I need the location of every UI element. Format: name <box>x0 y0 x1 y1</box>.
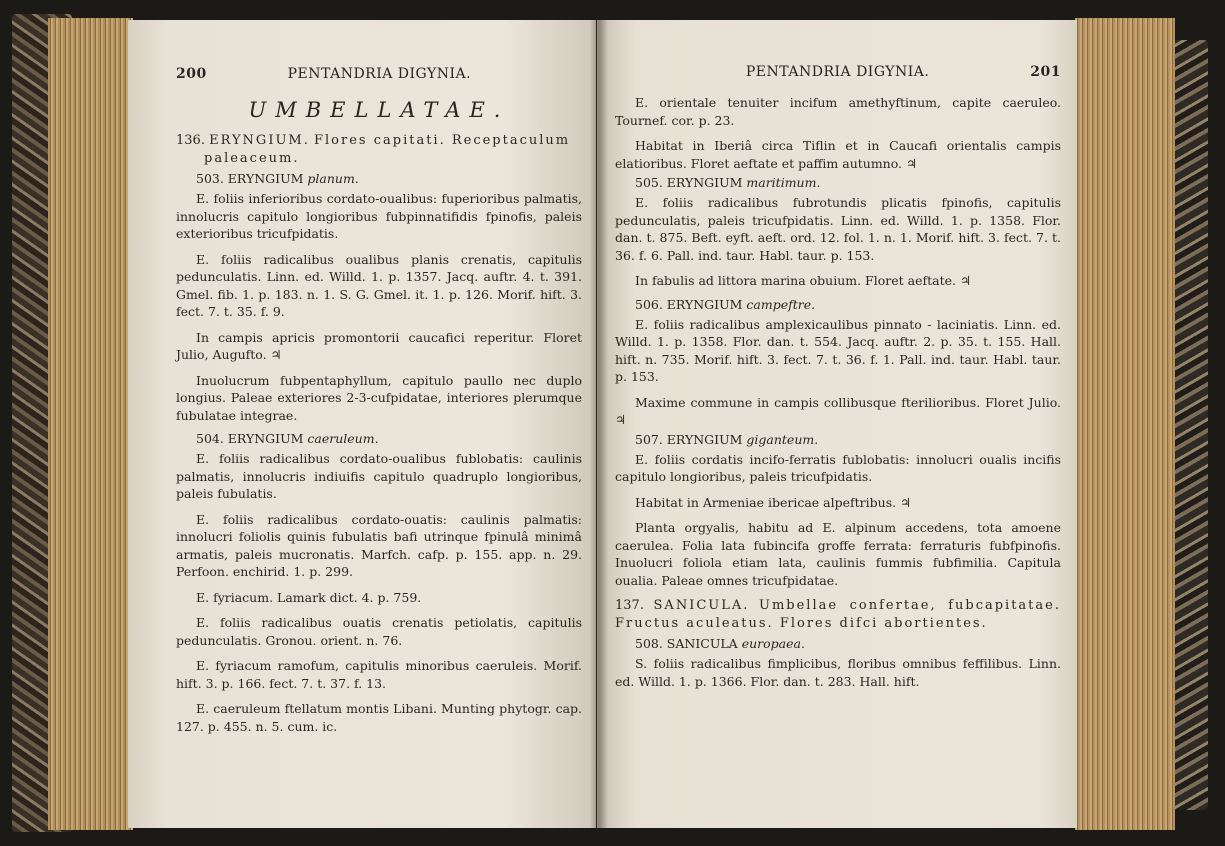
genus-name: ERYNGIUM. <box>209 133 310 148</box>
species-504-heading <box>196 428 582 450</box>
paragraph: E. foliis radicalibus oualibus planis crenatis, capitulis pedunculatis. Linn. ed. Willd. 1. p. 1357. Jacq. auftr. 4. t. 391. Gmel. fib. 1. p. 183. n. 1. S. G. Gmel. it. 1. p. 126. Morif. hift. 3. fect. 7. t. 35. f. 9. <box>176 251 582 319</box>
paragraph: In fabulis ad littora marina obuium. Floret aeftate. ♃ <box>635 273 972 288</box>
species-503-heading <box>196 168 582 190</box>
species-508-heading <box>635 633 1061 655</box>
genus-desc-2: paleaceum. <box>204 151 300 166</box>
right-running-title: PENTANDRIA DIGYNIA. <box>745 64 930 80</box>
paragraph: Inuolucrum fubpentaphyllum, capitulo paullo nec duplo longius. Paleae exteriores 2-3-cufpidatae, interiores plerumque fubulatae integrae. <box>176 372 582 423</box>
species-507-epithet: giganteum. <box>746 431 819 447</box>
species-508-epithet: europaea. <box>741 636 805 651</box>
paragraph: E. fyriacum ramofum, capitulis minoribus caeruleis. Morif. hift. 3. p. 166. fect. 7. t. 37. f. 13. <box>176 658 582 691</box>
species-506-heading <box>635 294 1061 316</box>
paragraph: Habitat in Iberiâ circa Tiflin et in Caucafi orientalis campis elatioribus. Floret aeftate et paffim autumno. ♃ <box>615 138 1061 171</box>
left-running-head <box>176 66 582 96</box>
paragraph: Maxime commune in campis collibusque fterilioribus. Floret Julio. ♃ <box>615 394 1061 427</box>
paragraph: E. foliis radicalibus fubrotundis plicatis fpinofis, capitulis pedunculatis, paleis tricufpidatis. Linn. ed. Willd. 1. p. 1358. Flor. dan. t. 875. Beft. eyft. aeft. ord. 12. fol. 1. n. 1. Morif. hift. 3. fect. 7. t. 36. f. 6. Pall. ind. taur. Habl. taur. p. 153. <box>615 195 1061 263</box>
left-page-number: 200 <box>176 66 207 82</box>
left-page-edges <box>48 18 133 830</box>
species-504-epithet: caeruleum. <box>307 431 379 446</box>
paragraph: E. foliis radicalibus cordato-ouatis: caulinis palmatis: innolucri foliolis quinis fubulatis bafi utrinque fpinulâ minimâ armatis, paleis mucronatis. Marfch. cafp. p. 155. app. n. 29. Perfoon. enchirid. 1. p. 299. <box>176 511 582 579</box>
right-page-number: 201 <box>1030 64 1061 80</box>
paragraph: S. foliis radicalibus fimplicibus, floribus omnibus feffilibus. Linn. ed. Willd. 1. p. 1366. Flor. dan. t. 283. Hall. hift. <box>615 656 1061 689</box>
paragraph: E. orientale tenuiter incifum amethyftinum, capite caeruleo. Tournef. cor. p. 23. <box>615 95 1061 128</box>
left-running-title: PENTANDRIA DIGYNIA. <box>287 66 472 82</box>
species-507-name: 507. ERYNGIUM <box>635 431 743 447</box>
paragraph: E. foliis radicalibus ouatis crenatis petiolatis, capitulis pedunculatis. Gronou. orient. n. 76. <box>176 615 582 648</box>
species-505-name: 505. ERYNGIUM <box>635 175 743 190</box>
paragraph: E. foliis cordatis incifo-ferratis fublobatis: innolucri oualis incifis capitulo longioribus, paleis tricufpidatis. <box>615 451 1061 484</box>
section-title: UMBELLATAE. <box>248 98 510 122</box>
species-508-name: 508. SANICULA <box>635 636 738 651</box>
species-507-heading <box>635 429 1061 451</box>
genus-137-heading <box>615 597 1061 633</box>
paragraph: E. fyriacum. Lamark dict. 4. p. 759. <box>196 589 422 605</box>
species-506-name: 506. ERYNGIUM <box>635 296 743 312</box>
paragraph: E. foliis radicalibus cordato-oualibus fublobatis: caulinis palmatis, innolucris indiuifis capitulo quadruplo longioribus, paleis fubulatis. <box>176 451 582 501</box>
genus-desc-1: Flores capitati. Receptaculum <box>314 133 571 148</box>
species-503-name: 503. ERYNGIUM <box>196 171 304 186</box>
genus-137-name: SANICULA. <box>653 598 750 613</box>
right-page <box>597 20 1077 828</box>
paragraph: Planta orgyalis, habitu ad E. alpinum accedens, tota amoene caerulea. Folia lata fubincifa groffe ferrata: ferraturis fubfpinofis. Inuolucri foliola etiam lata, caulinis fummis fubfimilia. Capitula oualia. Paleae omnes tricufpidatae. <box>615 520 1061 588</box>
paragraph: E. foliis radicalibus amplexicaulibus pinnato - laciniatis. Linn. ed. Willd. 1. p. 1358. Flor. dan. t. 554. Jacq. auftr. 2. p. 35. t. 155. Hall. hift. n. 735. Morif. hift. 3. fect. 7. t. 36. f. 1. Pall. ind. taur. Habl. taur. p. 153. <box>615 316 1061 384</box>
genus-heading <box>176 132 582 168</box>
species-506-epithet: campeftre. <box>746 296 816 312</box>
species-503-epithet: planum. <box>307 171 359 186</box>
right-running-head <box>615 64 1061 94</box>
paragraph: Habitat in Armeniae ibericae alpeftribus. ♃ <box>635 494 912 510</box>
species-505-heading <box>635 172 1061 194</box>
species-505-epithet: maritimum. <box>746 175 821 190</box>
paragraph: E. foliis inferioribus cordato-oualibus: fuperioribus palmatis, innolucris capitulo longioribus fubpinnatifidis fpinofis, paleis exterioribus tricufpidatis. <box>176 191 582 241</box>
genus-137-number: 137. <box>615 598 644 613</box>
paragraph: In campis apricis promontorii caucafici reperitur. Floret Julio, Augufto. ♃ <box>176 329 582 362</box>
book-gutter <box>590 20 608 828</box>
left-page <box>128 20 596 828</box>
species-504-name: 504. ERYNGIUM <box>196 431 304 446</box>
genus-number: 136. <box>176 133 205 148</box>
paragraph: E. caeruleum ftellatum montis Libani. Munting phytogr. cap. 127. p. 455. n. 5. cum. ic. <box>176 701 582 734</box>
genus-137-desc: Umbellae confertae, fubcapitatae. Fructus aculeatus. Flores difci abortientes. <box>615 598 1061 631</box>
right-page-edges <box>1075 18 1175 830</box>
